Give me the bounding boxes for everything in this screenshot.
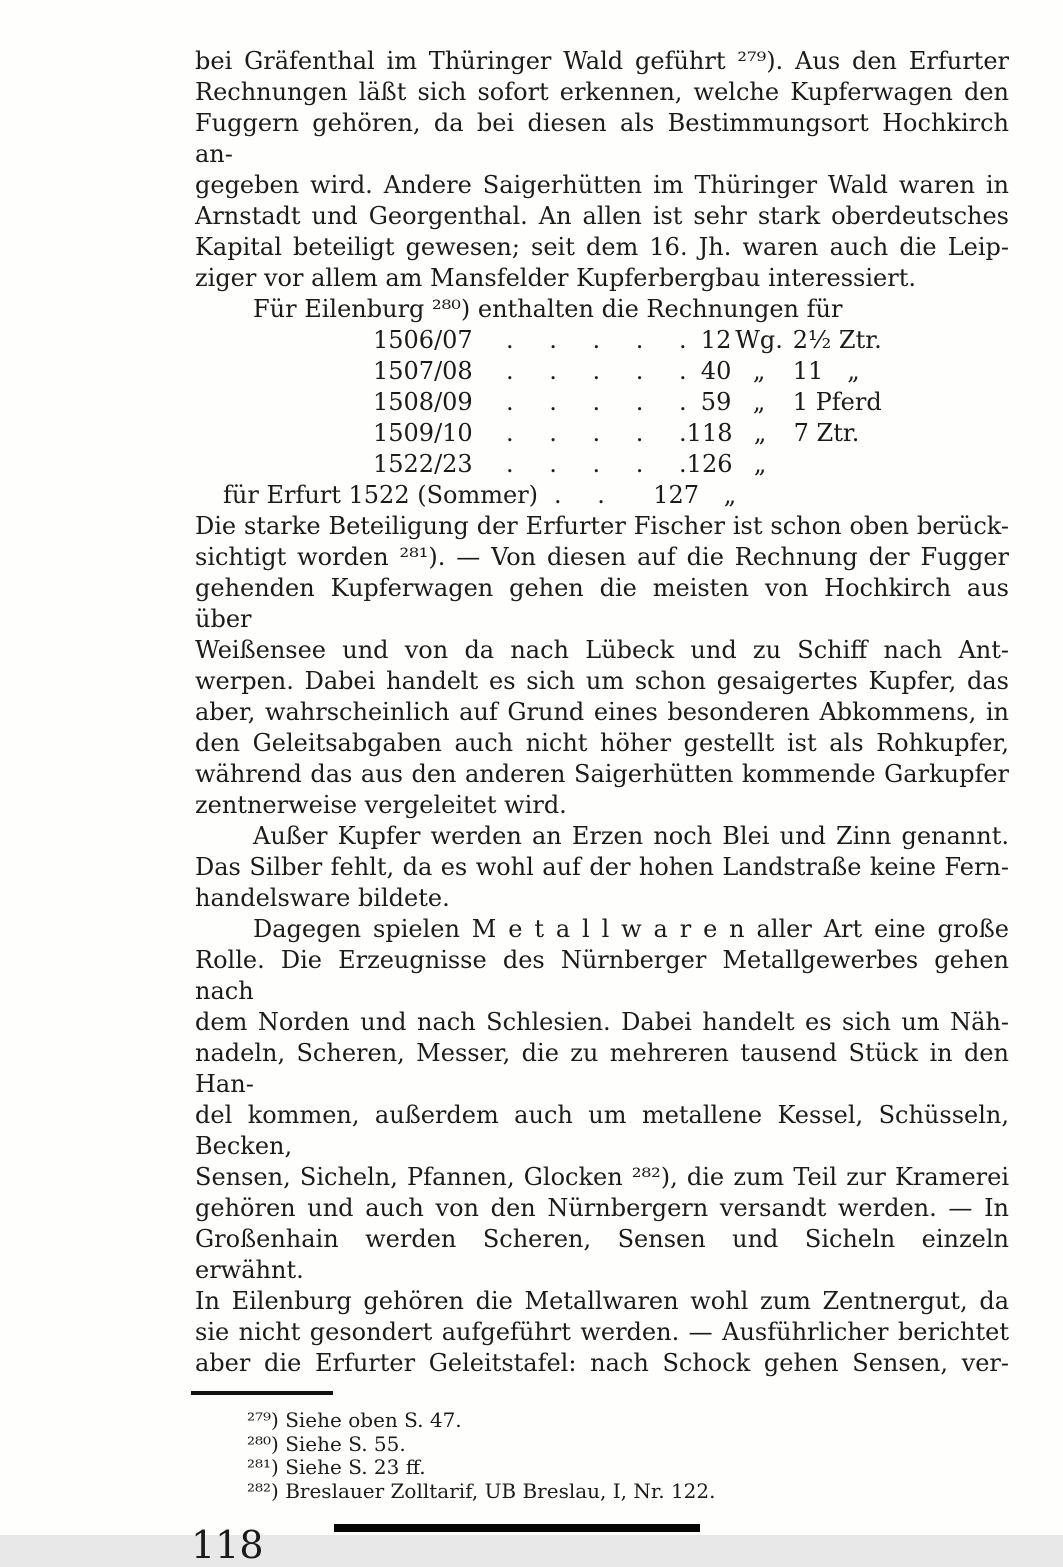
- footnote: ²⁸⁰) Siehe S. 55.: [247, 1431, 406, 1456]
- text-line: sie nicht gesondert aufgeführt werden. — Ausführlicher berichtet: [195, 1318, 1009, 1346]
- dot-leader: . . . . .: [506, 326, 687, 354]
- page-number: 118: [191, 1523, 264, 1567]
- footnote-divider: [191, 1391, 333, 1395]
- text-line: In Eilenburg gehören die Metallwaren wohl zum Zentnergut, da: [195, 1287, 1009, 1315]
- footnote: ²⁷⁹) Siehe oben S. 47.: [247, 1408, 462, 1432]
- text-line: sichtigt worden ²⁸¹). — Von diesen auf die Rechnung der Fugger: [195, 543, 1009, 571]
- table-row: [195, 418, 1009, 449]
- table-cell-year: 1509/10: [373, 419, 473, 447]
- footnote: ²⁸²) Breslauer Zolltarif, UB Breslau, I, Nr. 122.: [247, 1478, 716, 1503]
- page-text-block: [191, 46, 1009, 1567]
- table-cell-count: 127: [653, 481, 699, 509]
- text-line: Großenhain werden Scheren, Sensen und Sicheln einzeln erwähnt.: [195, 1225, 1009, 1284]
- table-row: [195, 387, 1009, 418]
- text-line: gegeben wird. Andere Saigerhütten im Thüringer Wald waren in: [195, 171, 1009, 199]
- paragraph-1: [195, 46, 1009, 294]
- text-line: aber, wahrscheinlich auf Grund eines besonderen Abkommens, in: [195, 698, 1009, 726]
- table-cell-unit: „: [753, 419, 767, 447]
- text-line: dem Norden und nach Schlesien. Dabei handelt es sich um Näh-: [195, 1008, 1009, 1036]
- table-cell-extra: 2½ Ztr.: [792, 326, 882, 354]
- text-line: Rechnungen läßt sich sofort erkennen, welche Kupferwagen den: [195, 78, 1009, 106]
- table-cell-extra: 7 Ztr.: [793, 419, 860, 447]
- table-cell-unit: „: [723, 481, 737, 509]
- shipments-table: [195, 325, 1009, 511]
- table-cell-extra: [761, 480, 1009, 511]
- text-line: gehören und auch von den Nürnbergern versandt werden. — In: [195, 1194, 1009, 1222]
- paragraph-2: [195, 294, 1009, 325]
- text-line: zentnerweise vergeleitet wird.: [195, 791, 567, 819]
- text-line: Das Silber fehlt, da es wohl auf der hohen Landstraße keine Fern-: [195, 853, 1009, 881]
- table-row: [195, 325, 1009, 356]
- text-line: den Geleitsabgaben auch nicht höher gestellt ist als Rohkupfer,: [195, 729, 1009, 757]
- table-cell-year: 1507/08: [373, 357, 473, 385]
- table-cell-unit: „: [753, 450, 767, 478]
- table-cell-count: 126: [686, 450, 733, 478]
- text-line: bei Gräfenthal im Thüringer Wald geführt ²⁷⁹). Aus den Erfurter: [195, 47, 1009, 75]
- table-row: [195, 449, 1009, 480]
- text-line: werpen. Dabei handelt es sich um schon gesaigertes Kupfer, das: [195, 667, 1009, 695]
- table-cell-unit: Wg.: [735, 326, 783, 354]
- table-cell-year: 1522/23: [373, 450, 473, 478]
- text-line: Rolle. Die Erzeugnisse des Nürnberger Metallgewerbes gehen nach: [195, 946, 1009, 1005]
- dot-leader: . . . . .: [506, 357, 687, 385]
- text-line: Kapital beteiligt gewesen; seit dem 16. Jh. waren auch die Leip-: [195, 233, 1009, 261]
- text-line: Dagegen spielen M e t a l l w a r e n aller Art eine große: [253, 915, 1009, 943]
- table-cell-count: 40: [700, 357, 732, 385]
- table-cell-count: 118: [686, 419, 733, 447]
- table-cell-year: 1508/09: [373, 388, 473, 416]
- text-line: aber die Erfurter Geleitstafel: nach Schock gehen Sensen, ver-: [195, 1349, 1009, 1377]
- paragraph-4: [195, 821, 1009, 914]
- text-line: Außer Kupfer werden an Erzen noch Blei und Zinn genannt.: [253, 822, 1009, 850]
- text-line: Fuggern gehören, da bei diesen als Bestimmungsort Hochkirch an-: [195, 109, 1009, 168]
- footnotes-block: [195, 1409, 1009, 1503]
- table-cell-count: 12: [700, 326, 732, 354]
- table-cell-extra: 1 Pferd: [792, 388, 882, 416]
- dot-leader: . . . . .: [506, 419, 687, 447]
- dot-leader: . .: [554, 481, 605, 509]
- text-line: nadeln, Scheren, Messer, die zu mehreren tausend Stück in den Han-: [195, 1039, 1009, 1098]
- table-row: [195, 480, 1009, 511]
- scan-artifact-bar: [334, 1524, 700, 1532]
- dot-leader: . . . . .: [506, 450, 687, 478]
- text-line: während das aus den anderen Saigerhütten kommende Garkupfer: [195, 760, 1009, 788]
- text-line: gehenden Kupferwagen gehen die meisten von Hochkirch aus über: [195, 574, 1009, 633]
- dot-leader: . . . . .: [506, 388, 687, 416]
- table-row: [195, 356, 1009, 387]
- table-cell-unit: „: [752, 388, 766, 416]
- text-line: ziger vor allem am Mansfelder Kupferbergbau interessiert.: [195, 264, 916, 292]
- text-line: Für Eilenburg ²⁸⁰) enthalten die Rechnungen für: [253, 295, 843, 323]
- text-line: del kommen, außerdem auch um metallene Kessel, Schüsseln, Becken,: [195, 1101, 1009, 1160]
- table-cell-extra: [788, 449, 1009, 480]
- text-line: Sensen, Sicheln, Pfannen, Glocken ²⁸²), die zum Teil zur Kramerei: [195, 1163, 1009, 1191]
- paragraph-3: [195, 511, 1009, 821]
- text-line: Weißensee und von da nach Lübeck und zu Schiff nach Ant-: [195, 636, 1009, 664]
- table-cell-year: für Erfurt 1522 (Sommer): [223, 481, 539, 509]
- text-line: Arnstadt und Georgenthal. An allen ist sehr stark oberdeutsches: [195, 202, 1009, 230]
- footnote: ²⁸¹) Siehe S. 23 ff.: [247, 1455, 426, 1479]
- table-cell-count: 59: [700, 388, 732, 416]
- table-cell-year: 1506/07: [373, 326, 473, 354]
- text-line: Die starke Beteiligung der Erfurter Fischer ist schon oben berück-: [195, 512, 1009, 540]
- paragraph-5: [195, 914, 1009, 1379]
- table-cell-extra: 11 „: [792, 357, 860, 385]
- text-line: handelsware bildete.: [195, 884, 450, 912]
- table-cell-unit: „: [752, 357, 766, 385]
